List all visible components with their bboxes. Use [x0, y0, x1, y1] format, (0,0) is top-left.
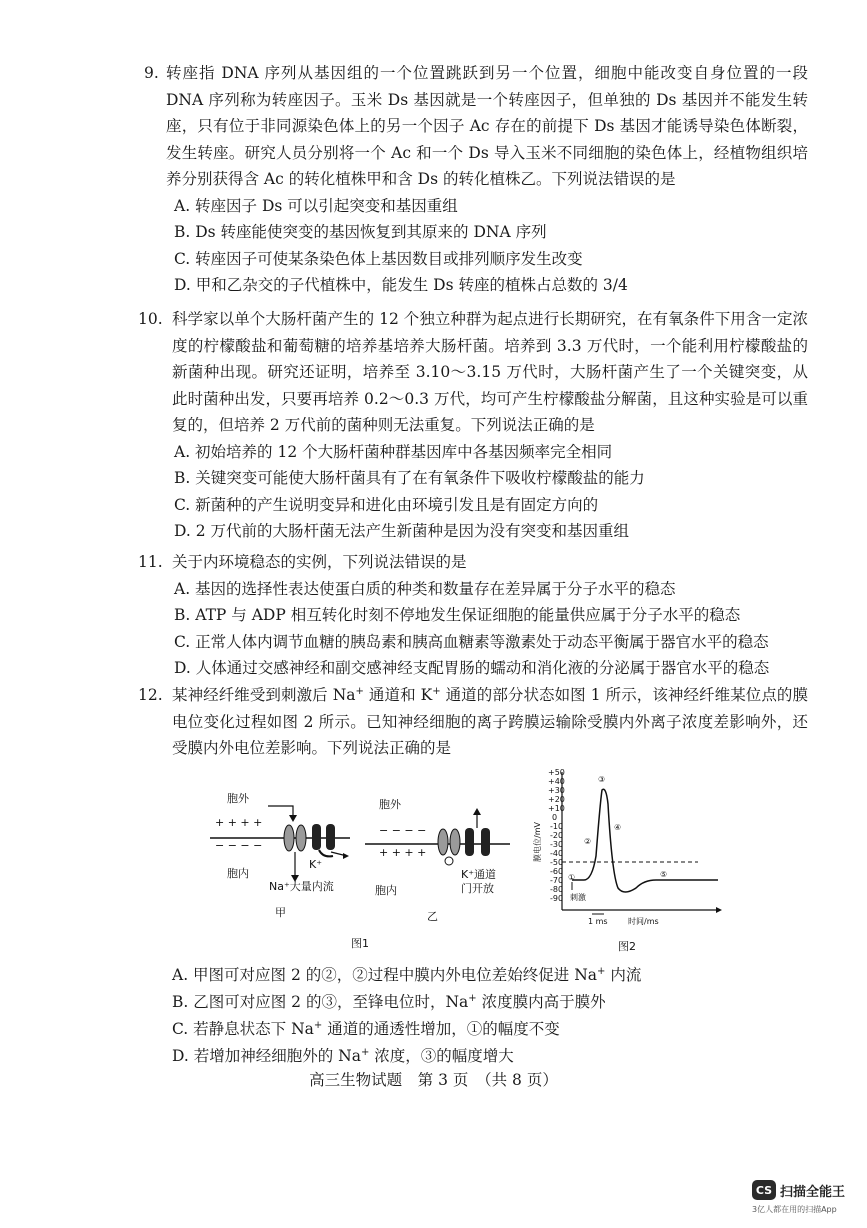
- svg-text:0: 0: [552, 813, 558, 822]
- option-c: C. 若静息状态下 Na+ 通道的通透性增加，①的幅度不变: [172, 1019, 560, 1038]
- charge-minus: − − − −: [215, 839, 263, 852]
- inside-label: 胞内: [227, 867, 249, 880]
- question-number: 10.: [138, 310, 163, 328]
- svg-text:+20: +20: [548, 795, 565, 804]
- k-gate-open-label: 门开放: [461, 882, 494, 895]
- option-c: C. 新菌种的产生说明变异和进化由环境引发且是有固定方向的: [174, 495, 599, 514]
- y-axis-ticks: [548, 768, 565, 903]
- page-footer: 高三生物试题 第 3 页 （共 8 页）: [309, 1071, 558, 1089]
- option-a: A. 基因的选择性表达使蛋白质的种类和数量存在差异属于分子水平的稳态: [174, 579, 676, 598]
- panel-a-label: 甲: [275, 906, 286, 919]
- stimulus-label: 刺激: [570, 893, 586, 902]
- time-scale-label: 1 ms: [588, 917, 608, 926]
- outside-label: 胞外: [379, 798, 401, 811]
- k-channel-open: [465, 808, 490, 856]
- figure-1-membrane-channels: [205, 782, 515, 952]
- question-stem: 某神经纤维受到刺激后 Na+ 通道和 K+ 通道的部分状态如图 1 所示，该神经纤维某位点的膜电位变化过程如图 2 所示。已知神经细胞的离子跨膜运输除受膜内外离子浓度差影响外，还受膜内外电位差影响。下列说法正确的是: [172, 685, 808, 757]
- question-12: [138, 682, 808, 762]
- mark-3: ③: [598, 775, 606, 784]
- y-axis-label: 膜电位/mV: [533, 822, 542, 862]
- option-d: D. 若增加神经细胞外的 Na+ 浓度，③的幅度增大: [172, 1046, 514, 1065]
- inside-label: 胞内: [375, 884, 397, 897]
- option-b: B. ATP 与 ADP 相互转化时刻不停地发生保证细胞的能量供应属于分子水平的稳态: [174, 606, 741, 624]
- figure-caption: 图2: [618, 940, 636, 953]
- scanner-logo: [752, 1180, 845, 1200]
- charge-minus: − − − −: [379, 824, 427, 837]
- k-channel-label: K⁺通道: [461, 868, 497, 881]
- svg-text:-20: -20: [550, 831, 564, 840]
- svg-text:-50: -50: [550, 858, 564, 867]
- question-stem: 关于内环境稳态的实例，下列说法错误的是: [172, 553, 467, 571]
- question-number: 9.: [144, 64, 159, 82]
- option-a: A. 甲图可对应图 2 的②，②过程中膜内外电位差始终促进 Na+ 内流: [172, 965, 642, 984]
- question-12-options: [148, 962, 808, 1070]
- option-b: B. 乙图可对应图 2 的③，至锋电位时，Na+ 浓度膜内高于膜外: [172, 992, 606, 1011]
- charge-plus: + + + +: [379, 846, 427, 859]
- svg-text:+30: +30: [548, 786, 565, 795]
- mark-5: ⑤: [660, 870, 668, 879]
- question-number: 11.: [138, 553, 163, 571]
- mark-2: ②: [584, 837, 592, 846]
- svg-text:-60: -60: [550, 867, 564, 876]
- panel-b-label: 乙: [427, 910, 438, 923]
- question-11: [138, 549, 808, 682]
- mark-1: ①: [568, 873, 576, 882]
- cs-logo-icon: CS: [752, 1180, 776, 1200]
- svg-text:-30: -30: [550, 840, 564, 849]
- question-9: [144, 60, 808, 299]
- na-channel-inactivated: [438, 829, 460, 865]
- option-d: D. 甲和乙杂交的子代植株中，能发生 Ds 转座的植株占总数的 3/4: [174, 276, 628, 294]
- question-stem: 科学家以单个大肠杆菌产生的 12 个独立种群为起点进行长期研究，在有氧条件下用含一定浓度的柠檬酸盐和葡萄糖的培养基培养大肠杆菌。培养到 3.3 万代时，一个能利用柠檬酸盐的新菌种出现。研究还证明，培养至 3.10～3.15 万代时，大肠杆菌产生了一个关键突变，从此时菌种出发，只要再培养 0.2～0.3 万代，均可产生柠檬酸盐分解菌，且这种实验是可以重复的，但培养 2 万代前的菌种则无法重复。下列说法正确的是: [172, 310, 808, 434]
- option-b: B. Ds 转座能使突变的基因恢复到其原来的 DNA 序列: [174, 223, 547, 241]
- svg-text:-80: -80: [550, 885, 564, 894]
- svg-text:+40: +40: [548, 777, 565, 786]
- scanner-app-name: 扫描全能王: [780, 1184, 846, 1200]
- option-b: B. 关键突变可能使大肠杆菌具有了在有氧条件下吸收柠檬酸盐的能力: [174, 469, 645, 487]
- scanner-tagline: 3亿人都在用的扫描App: [752, 1205, 837, 1214]
- svg-text:+50: +50: [548, 768, 565, 777]
- na-influx-label: Na⁺大量内流: [269, 880, 334, 893]
- mark-4: ④: [614, 823, 622, 832]
- option-d: D. 人体通过交感神经和副交感神经支配胃肠的蠕动和消化液的分泌属于器官水平的稳态: [174, 659, 770, 677]
- figure-caption: 图1: [351, 937, 369, 950]
- option-a: A. 初始培养的 12 个大肠杆菌种群基因库中各基因频率完全相同: [174, 442, 613, 461]
- outside-label: 胞外: [227, 792, 249, 805]
- svg-text:+10: +10: [548, 804, 565, 813]
- svg-text:-10: -10: [550, 822, 564, 831]
- k-ion-label: K⁺: [309, 858, 323, 871]
- question-number: 12.: [138, 686, 163, 704]
- svg-text:-40: -40: [550, 849, 564, 858]
- option-c: C. 正常人体内调节血糖的胰岛素和胰高血糖素等激素处于动态平衡属于器官水平的稳态: [174, 632, 769, 651]
- question-stem: 转座指 DNA 序列从基因组的一个位置跳跃到另一个位置，细胞中能改变自身位置的一段 DNA 序列称为转座因子。玉米 Ds 基因就是一个转座因子，但单独的 Ds 基因并不能发生转座，只有位于非同源染色体上的另一个因子 Ac 存在的前提下 Ds 基因才能诱导染色体断裂，发生转座。研究人员分别将一个 Ac 和一个 Ds 导入玉米不同细胞的染色体上，经植物组织培养分别获得含 Ac 的转化植株甲和含 Ds 的转化植株乙。下列说法错误的是: [166, 64, 808, 188]
- question-10: [138, 306, 808, 545]
- figure-2-action-potential: [520, 764, 730, 956]
- membrane-potential-curve: [572, 789, 718, 892]
- svg-text:-70: -70: [550, 876, 564, 885]
- svg-text:-90: -90: [550, 894, 564, 903]
- charge-plus: + + + +: [215, 816, 263, 829]
- k-channel-closed: [312, 824, 349, 859]
- na-channel-open: [284, 825, 306, 882]
- option-d: D. 2 万代前的大肠杆菌无法产生新菌种是因为没有突变和基因重组: [174, 522, 630, 540]
- option-c: C. 转座因子可使某条染色体上基因数目或排列顺序发生改变: [174, 249, 583, 268]
- x-axis-label: 时间/ms: [628, 917, 659, 926]
- option-a: A. 转座因子 Ds 可以引起突变和基因重组: [174, 196, 458, 215]
